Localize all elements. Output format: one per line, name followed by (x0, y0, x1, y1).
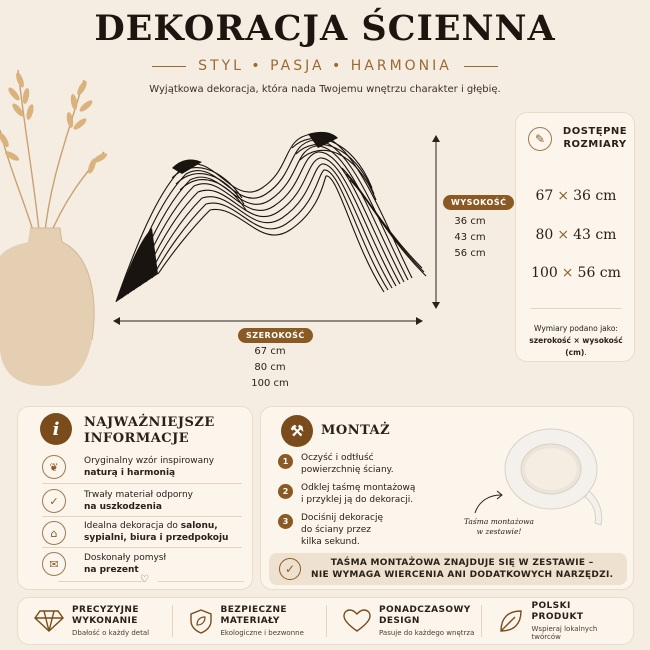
times-sign: × (557, 188, 570, 204)
info-title-line: NAJWAŻNIEJSZE (84, 415, 215, 430)
size-option (521, 265, 631, 281)
height-arrow (430, 134, 442, 310)
home-icon: ⌂ (42, 521, 66, 545)
info-item (84, 455, 214, 479)
step-number: 3 (278, 514, 293, 529)
feature-subtitle: Ekologiczne i bezwonne (220, 629, 304, 637)
shield-leaf-icon (189, 608, 213, 634)
wall-art-illustration (112, 128, 437, 308)
info-item (84, 552, 166, 576)
feature-title: DESIGN (379, 616, 420, 626)
sizes-card (515, 112, 635, 362)
size-option (521, 188, 631, 204)
size-height: 43 cm (573, 227, 617, 243)
info-title (84, 415, 215, 447)
sizes-title-line: DOSTĘPNE (562, 126, 628, 137)
sizes-note-end: . (584, 348, 587, 357)
info-item (84, 489, 193, 513)
feature-subtitle: Dbałość o każdy detal (72, 629, 150, 637)
info-item-text: Doskonały pomysł (84, 553, 167, 563)
info-title-line: INFORMACJE (84, 431, 190, 446)
times-sign: × (557, 227, 570, 243)
height-values (445, 214, 495, 262)
width-value: 67 cm (254, 346, 286, 357)
feature-item (327, 605, 481, 637)
width-label: SZEROKOŚĆ (238, 328, 313, 343)
width-arrow (112, 315, 424, 327)
sizes-note-line (520, 335, 632, 359)
info-item-bold: na prezent (84, 565, 139, 575)
divider (530, 308, 622, 309)
ruler-icon: ✎ (528, 127, 552, 151)
step-text: do ściany przez (301, 525, 372, 535)
subtitle: Wyjątkowa dekoracja, która nada Twojemu wnętrzu charakter i głębię. (149, 84, 501, 95)
info-card (17, 406, 253, 590)
size-width: 67 (535, 188, 554, 204)
info-item (84, 520, 228, 544)
features-bar (17, 597, 634, 645)
feature-subtitle: twórców (531, 633, 561, 641)
height-value: 56 cm (454, 248, 486, 259)
heart-icon (343, 609, 371, 633)
page-title: DEKORACJA ŚCIENNA (94, 8, 556, 49)
info-icon: i (40, 413, 72, 445)
times-sign: × (561, 265, 574, 281)
width-value: 80 cm (254, 362, 286, 373)
tagline-text: STYL • PASJA • HARMONIA (198, 58, 452, 74)
height-label: WYSOKOŚĆ (443, 195, 514, 210)
shield-icon: ✓ (42, 489, 66, 513)
vase-with-grass-image (0, 60, 110, 400)
divider (464, 66, 498, 67)
info-item-text: Idealna dekoracja do (84, 521, 178, 531)
sizes-note (520, 323, 632, 359)
step-number: 2 (278, 484, 293, 499)
info-item-text: Trwały materiał odporny (84, 490, 193, 500)
check-icon: ✓ (279, 558, 301, 580)
feature-item (173, 605, 327, 637)
feature-title: WYKONANIE (72, 616, 138, 626)
mount-title: MONTAŻ (321, 423, 391, 438)
size-height: 36 cm (573, 188, 617, 204)
leaf-icon: ❦ (42, 455, 66, 479)
divider (158, 581, 244, 582)
step-text: Dociśnij dekorację (301, 513, 383, 523)
tape-caption (459, 517, 539, 537)
tape-roll-image (489, 419, 615, 529)
divider (42, 516, 242, 517)
size-option (521, 227, 631, 243)
divider (42, 483, 242, 484)
sizes-title (558, 125, 632, 151)
divider (152, 66, 186, 67)
tape-caption-line: w zestawie! (476, 527, 522, 536)
tools-icon: ⚒ (281, 415, 313, 447)
feature-title: BEZPIECZNE (220, 605, 287, 615)
feature-title: POLSKI (531, 601, 571, 611)
mount-step (301, 482, 415, 506)
curved-arrow-icon (471, 489, 505, 515)
feature-subtitle: Pasuje do każdego wnętrza (379, 629, 475, 637)
step-text: Oczyść i odtłuść (301, 453, 374, 463)
divider (58, 581, 144, 582)
feature-title: PRODUKT (531, 612, 584, 622)
feature-title: PRECYZYJNE (72, 605, 139, 615)
width-values (243, 344, 297, 392)
banner-line: NIE WYMAGA WIERCENIA ANI DODATKOWYCH NARZĘDZI. (311, 570, 614, 580)
height-value: 43 cm (454, 232, 486, 243)
sizes-title-line: ROZMIARY (563, 139, 627, 150)
heart-icon: ♡ (140, 574, 149, 585)
info-item-bold: naturą i harmonią (84, 468, 176, 478)
sizes-note-bold: szerokość × wysokość (cm) (529, 336, 623, 357)
step-text: kilka sekund. (301, 537, 360, 547)
tape-caption-line: Taśma montażowa (463, 517, 534, 526)
size-height: 56 cm (577, 265, 621, 281)
divider (42, 547, 242, 548)
feature-title: PONADCZASOWY (379, 605, 471, 615)
feature-item (18, 605, 172, 637)
step-number: 1 (278, 454, 293, 469)
info-item-bold: salonu, (180, 521, 218, 531)
size-width: 100 (531, 265, 558, 281)
info-item-text: Oryginalny wzór inspirowany (84, 456, 215, 466)
diamond-icon (34, 609, 64, 633)
height-value: 36 cm (454, 216, 486, 227)
sizes-note-line: Wymiary podano jako: (534, 324, 618, 333)
step-text: Odklej taśmę montażową (301, 483, 416, 493)
feature-title: MATERIAŁY (220, 616, 280, 626)
gift-icon: ✉ (42, 552, 66, 576)
tape-banner (269, 553, 627, 585)
banner-text (311, 557, 613, 581)
mount-step (301, 452, 394, 476)
info-item-bold: na uszkodzenia (84, 502, 162, 512)
width-value: 100 cm (251, 378, 289, 389)
size-width: 80 (535, 227, 554, 243)
mount-step (301, 512, 383, 548)
banner-line: TAŚMA MONTAŻOWA ZNAJDUJE SIĘ W ZESTAWIE – (330, 558, 594, 568)
mount-card (260, 406, 634, 590)
leaf-icon (498, 608, 524, 634)
step-text: i przyklej ją do dekoracji. (301, 495, 414, 505)
feature-subtitle: Wspieraj lokalnych (531, 625, 598, 633)
info-item-bold: sypialni, biura i przedpokoju (84, 533, 229, 543)
step-text: powierzchnię ściany. (301, 465, 394, 475)
feature-item (482, 601, 634, 641)
